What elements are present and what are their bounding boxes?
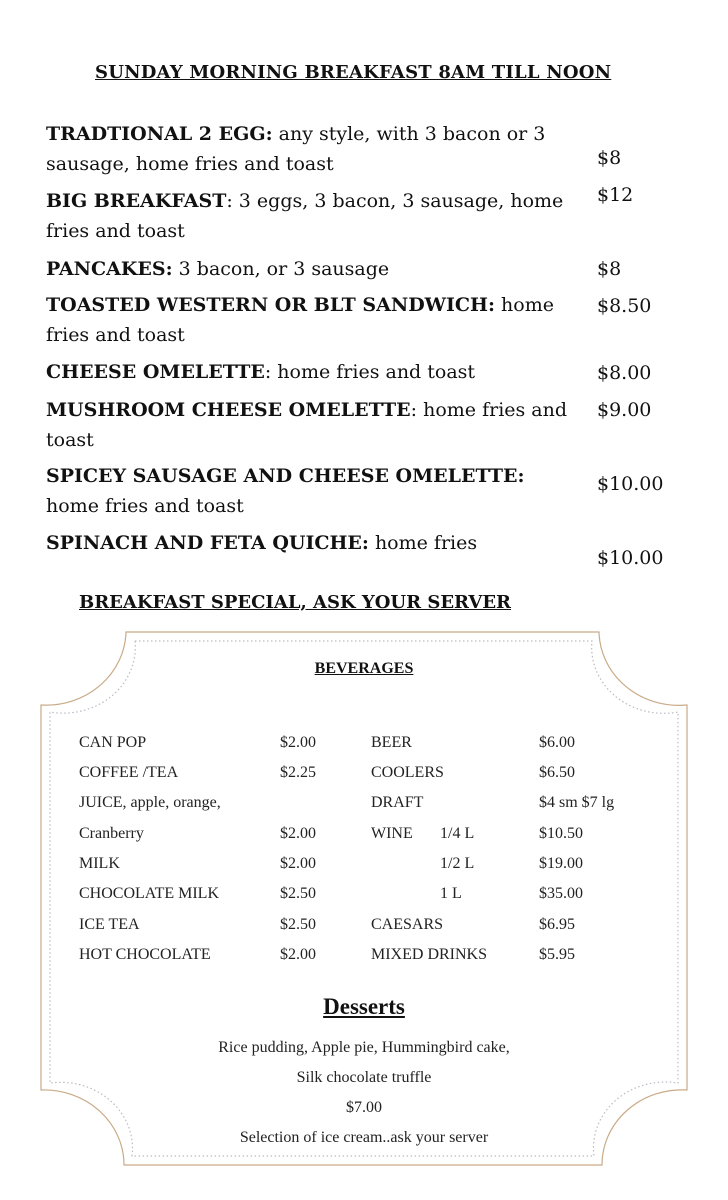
item-description: any style, with 3 bacon or 3 sausage, home fries and toast (46, 123, 546, 175)
beverage-price: $6.00 (539, 734, 575, 751)
beverage-name: JUICE, apple, orange, (79, 794, 221, 811)
beverage-name: ICE TEA (79, 916, 140, 933)
item-description: : 3 eggs, 3 bacon, 3 sausage, home fries and toast (46, 190, 564, 242)
beverage-price: $6.50 (539, 764, 575, 781)
beverage-name: COOLERS (371, 764, 444, 781)
beverage-price: $2.00 (280, 855, 316, 872)
beverage-price: $4 sm $7 lg (539, 794, 615, 811)
beverage-size: 1/2 L (440, 855, 475, 872)
beverage-name: HOT CHOCOLATE (79, 946, 211, 963)
beverages-title: BEVERAGES (314, 660, 414, 677)
beverage-name: Cranberry (79, 825, 144, 842)
item-name: BIG BREAKFAST (46, 190, 227, 212)
item-description: home fries and toast (46, 495, 244, 517)
item-name: MUSHROOM CHEESE OMELETTE (46, 399, 411, 421)
dessert-price: $7.00 (346, 1099, 382, 1116)
menu-item (46, 461, 576, 521)
beverage-name: WINE (371, 825, 413, 842)
dessert-line: Silk chocolate truffle (296, 1069, 432, 1086)
beverage-name: MILK (79, 855, 120, 872)
beverage-price: $2.00 (280, 946, 316, 963)
breakfast-special-heading: BREAKFAST SPECIAL, ASK YOUR SERVER (79, 592, 512, 613)
item-price: $9.00 (597, 399, 652, 421)
beverage-price: $2.25 (280, 764, 316, 781)
beverage-name: CAN POP (79, 734, 147, 751)
dessert-line: Selection of ice cream..ask your server (239, 1129, 489, 1146)
beverage-price: $2.50 (280, 916, 316, 933)
item-name: SPICEY SAUSAGE AND CHEESE OMELETTE: (46, 465, 525, 487)
beverage-name: CHOCOLATE MILK (79, 885, 219, 902)
item-price: $8 (597, 258, 622, 280)
item-name: PANCAKES: (46, 258, 173, 280)
item-price: $8.50 (597, 295, 652, 317)
item-description: home fries and toast (46, 294, 554, 346)
desserts-title: Desserts (323, 994, 405, 1019)
item-price: $10.00 (597, 473, 664, 495)
item-description: : home fries and toast (264, 361, 476, 383)
beverage-price: $2.50 (280, 885, 316, 902)
beverage-price: $5.95 (539, 946, 575, 963)
menu-item (46, 528, 576, 558)
menu-item (46, 119, 576, 179)
beverage-price: $35.00 (539, 885, 583, 902)
item-price: $10.00 (597, 547, 664, 569)
menu-item (46, 395, 576, 455)
beverage-name: CAESARS (371, 916, 444, 933)
beverage-price: $2.00 (280, 734, 316, 751)
item-price: $8 (597, 147, 622, 169)
item-price: $8.00 (597, 362, 652, 384)
item-name: CHEESE OMELETTE (46, 361, 265, 383)
beverage-price: $2.00 (280, 825, 316, 842)
item-description: 3 bacon, or 3 sausage (172, 258, 390, 280)
menu-item (46, 357, 576, 387)
page-title: SUNDAY MORNING BREAKFAST 8AM TILL NOON (95, 62, 612, 83)
item-description: : home fries and toast (46, 399, 568, 451)
beverage-name: DRAFT (371, 794, 424, 811)
menu-item (46, 186, 576, 246)
item-price: $12 (597, 184, 634, 206)
beverage-size: 1/4 L (440, 825, 475, 842)
beverage-size: 1 L (440, 885, 462, 902)
beverage-price: $19.00 (539, 855, 583, 872)
dessert-line: Rice pudding, Apple pie, Hummingbird cake, (218, 1039, 510, 1056)
beverage-name: BEER (371, 734, 412, 751)
item-name: TOASTED WESTERN OR BLT SANDWICH: (46, 294, 495, 316)
item-name: TRADTIONAL 2 EGG: (46, 123, 273, 145)
menu-item (46, 290, 576, 350)
beverage-name: COFFEE /TEA (79, 764, 179, 781)
beverage-price: $6.95 (539, 916, 575, 933)
menu-item (46, 254, 576, 284)
beverage-name: MIXED DRINKS (371, 946, 487, 963)
item-description: home fries (368, 532, 478, 554)
item-name: SPINACH AND FETA QUICHE: (46, 532, 369, 554)
beverage-price: $10.50 (539, 825, 583, 842)
